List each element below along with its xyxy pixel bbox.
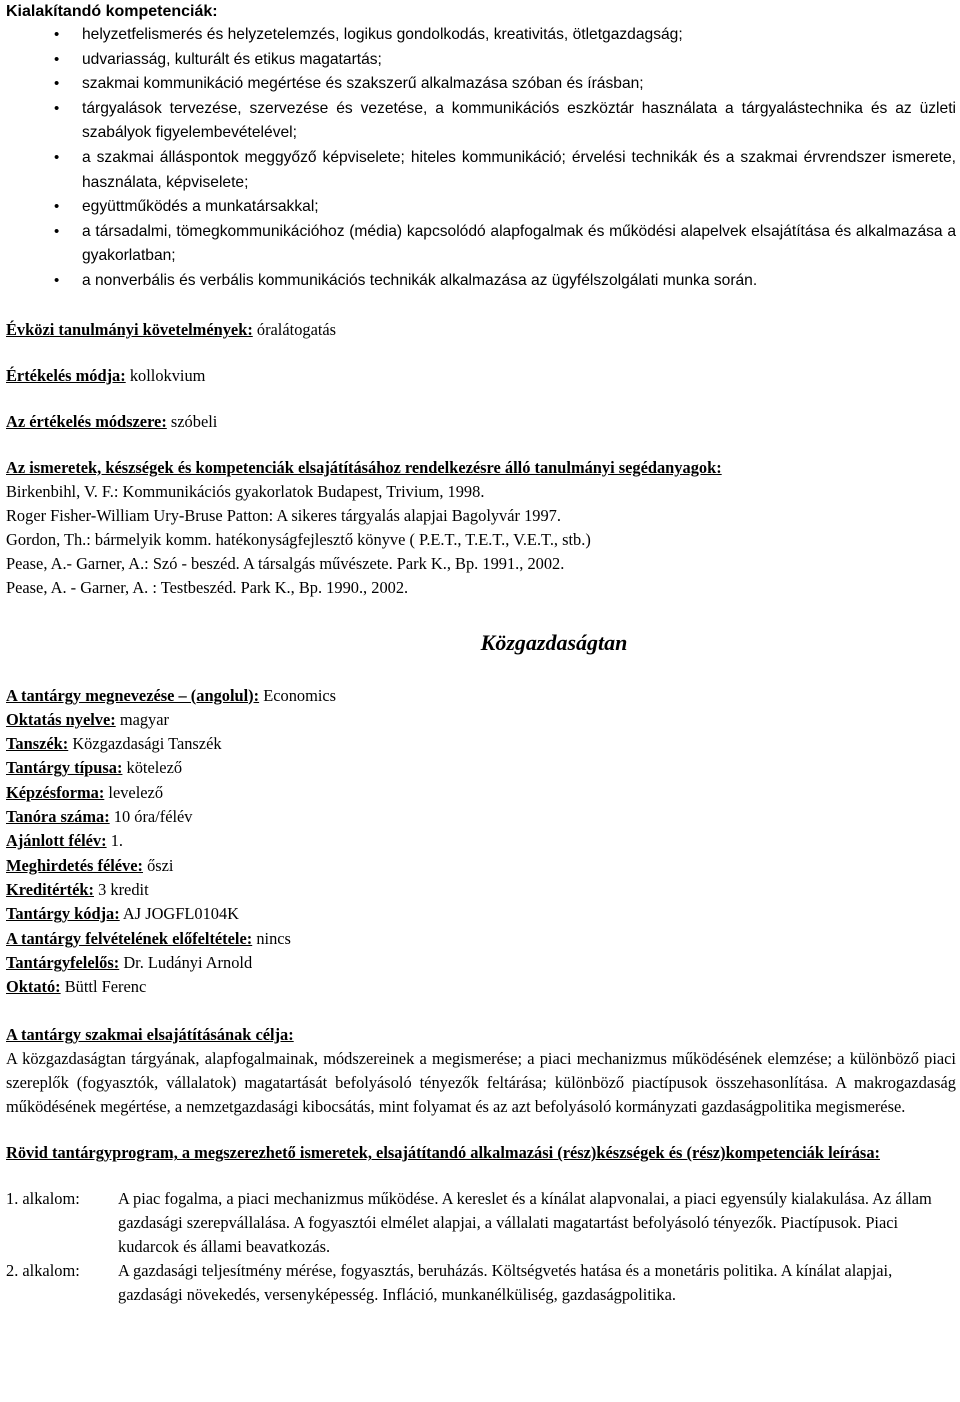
evaluation-label: Értékelés módja: — [6, 365, 126, 385]
competencies-title: Kialakítandó kompetenciák: — [6, 3, 218, 20]
info-credits: Kreditérték: 3 kredit — [6, 879, 149, 899]
reference-item: Pease, A. - Garner, A. : Testbeszéd. Park K., Bp. 1990., 2002. — [6, 577, 409, 597]
info-recommended-semester: Ajánlott félév: 1. — [6, 831, 123, 851]
list-item: • együttműködés a munkatársakkal; — [6, 195, 956, 220]
info-training-form: Képzésforma: levelező — [6, 782, 164, 802]
session-list — [6, 1187, 956, 1307]
reference-item: Roger Fisher-William Ury-Bruse Patton: A sikeres tárgyalás alapjai Bagolyvár 1997. — [6, 505, 561, 525]
materials-label: Az ismeretek, készségek és kompetenciák elsajátításához rendelkezésre álló tanulmányi segédanyagok: — [6, 457, 722, 477]
list-item: • a nonverbális és verbális kommunikációs technikák alkalmazása az ügyfélszolgálati munka során. — [6, 269, 956, 294]
reference-item: Birkenbihl, V. F.: Kommunikációs gyakorlatok Budapest, Trivium, 1998. — [6, 481, 485, 501]
competencies-list — [6, 23, 956, 294]
requirements-value: óralátogatás — [252, 319, 337, 339]
document-page — [6, 0, 956, 1307]
list-item: • a társadalmi, tömegkommunikációhoz (média) kapcsolódó alapfogalmak és működési alapelvek elsajátítása és alkalmazása a gyakorlatban; — [6, 220, 956, 269]
requirements-label: Évközi tanulmányi követelmények: — [6, 319, 253, 339]
evaluation-method-value: szóbeli — [166, 411, 218, 431]
list-item: • tárgyalások tervezése, szervezése és vezetése, a kommunikációs eszköztár használata a tárgyalástechnika és az üzleti szabályok figyelembevételével; — [6, 97, 956, 146]
info-course-code: Tantárgy kódja: AJ JOGFL0104K — [6, 904, 240, 924]
session-text: A gazdasági teljesítmény mérése, fogyasztás, beruházás. Költségvetés hatása és a monetáris politika. A kínálat alapjai, gazdasági növekedés, versenyképesség. Infláció, munkanélküliség, gazdaságpolitika. — [118, 1261, 893, 1305]
info-instructor: Oktató: Büttl Ferenc — [6, 977, 147, 997]
materials-heading — [6, 456, 956, 480]
evaluation-method-label: Az értékelés módszere: — [6, 411, 167, 431]
list-item: • helyzetfelismerés és helyzetelemzés, logikus gondolkodás, kreativitás, ötletgazdagság; — [6, 23, 956, 48]
info-department: Tanszék: Közgazdasági Tanszék — [6, 734, 222, 754]
list-item: • a szakmai álláspontok meggyőző képviselete; hiteles kommunikáció; érvelési technikák és a szakmai érvrendszer ismerete, használata, képviselete; — [6, 146, 956, 195]
program-label: Rövid tantárgyprogram, a megszerezhető ismeretek, elsajátítandó alkalmazási (rész)készségek és (rész)kompetenciák leírása: — [6, 1143, 880, 1163]
info-announced-semester: Meghirdetés féléve: őszi — [6, 855, 174, 875]
session-number: 2. alkalom: — [6, 1261, 80, 1281]
info-teaching-language: Oktatás nyelve: magyar — [6, 709, 169, 729]
reference-item: Pease, A.- Garner, A.: Szó - beszéd. A társalgás művészete. Park K., Bp. 1991., 2002. — [6, 553, 565, 573]
evaluation-method-line — [6, 410, 956, 434]
list-item: • udvariasság, kulturált és etikus magatartás; — [6, 48, 956, 73]
evaluation-line — [6, 364, 956, 388]
session-number: 1. alkalom: — [6, 1189, 80, 1209]
info-language-english: A tantárgy megnevezése – (angolul): Economics — [6, 685, 337, 705]
info-hours: Tanóra száma: 10 óra/félév — [6, 807, 193, 827]
reference-item: Gordon, Th.: bármelyik komm. hatékonyságfejlesztő könyve ( P.E.T., T.E.T., V.E.T., stb.) — [6, 529, 591, 549]
list-item: • szakmai kommunikáció megértése és szakszerű alkalmazása szóban és írásban; — [6, 72, 956, 97]
goal-label: A tantárgy szakmai elsajátításának célja: — [6, 1025, 294, 1045]
info-course-type: Tantárgy típusa: kötelező — [6, 758, 183, 778]
info-prerequisite: A tantárgy felvételének előfeltétele: nincs — [6, 928, 291, 948]
program-heading — [6, 1141, 956, 1165]
course-title: Közgazdaságtan — [480, 629, 628, 655]
goal-text: A közgazdaságtan tárgyának, alapfogalmainak, módszereinek a megismerése; a piaci mechanizmus működésének elemzése; a különböző piaci szereplők (fogyasztók, vállalatok) magatartását befolyásoló tényezők feltárása; különböző piactípusok összehasonlítása. A makrogazdaság működésének megértése, a nemzetgazdasági kibocsátás, mint folyamat és az azt befolyásoló kormányzati gazdaságpolitika megismerése. — [6, 1049, 956, 1117]
course-info — [6, 684, 956, 1000]
evaluation-value: kollokvium — [125, 365, 206, 385]
info-responsible: Tantárgyfelelős: Dr. Ludányi Arnold — [6, 952, 253, 972]
requirements-line — [6, 318, 956, 342]
session-text: A piac fogalma, a piaci mechanizmus működése. A kereslet és a kínálat alapvonalai, a piaci egyensúly kialakulása. Az állam gazdasági szerepvállalása. A fogyasztói elmélet alapjai, a vállalati magatartást befolyásoló tényezők. Piactípusok. Piaci kudarcok és állami beavatkozás. — [118, 1189, 932, 1257]
goal-heading — [6, 1023, 956, 1047]
